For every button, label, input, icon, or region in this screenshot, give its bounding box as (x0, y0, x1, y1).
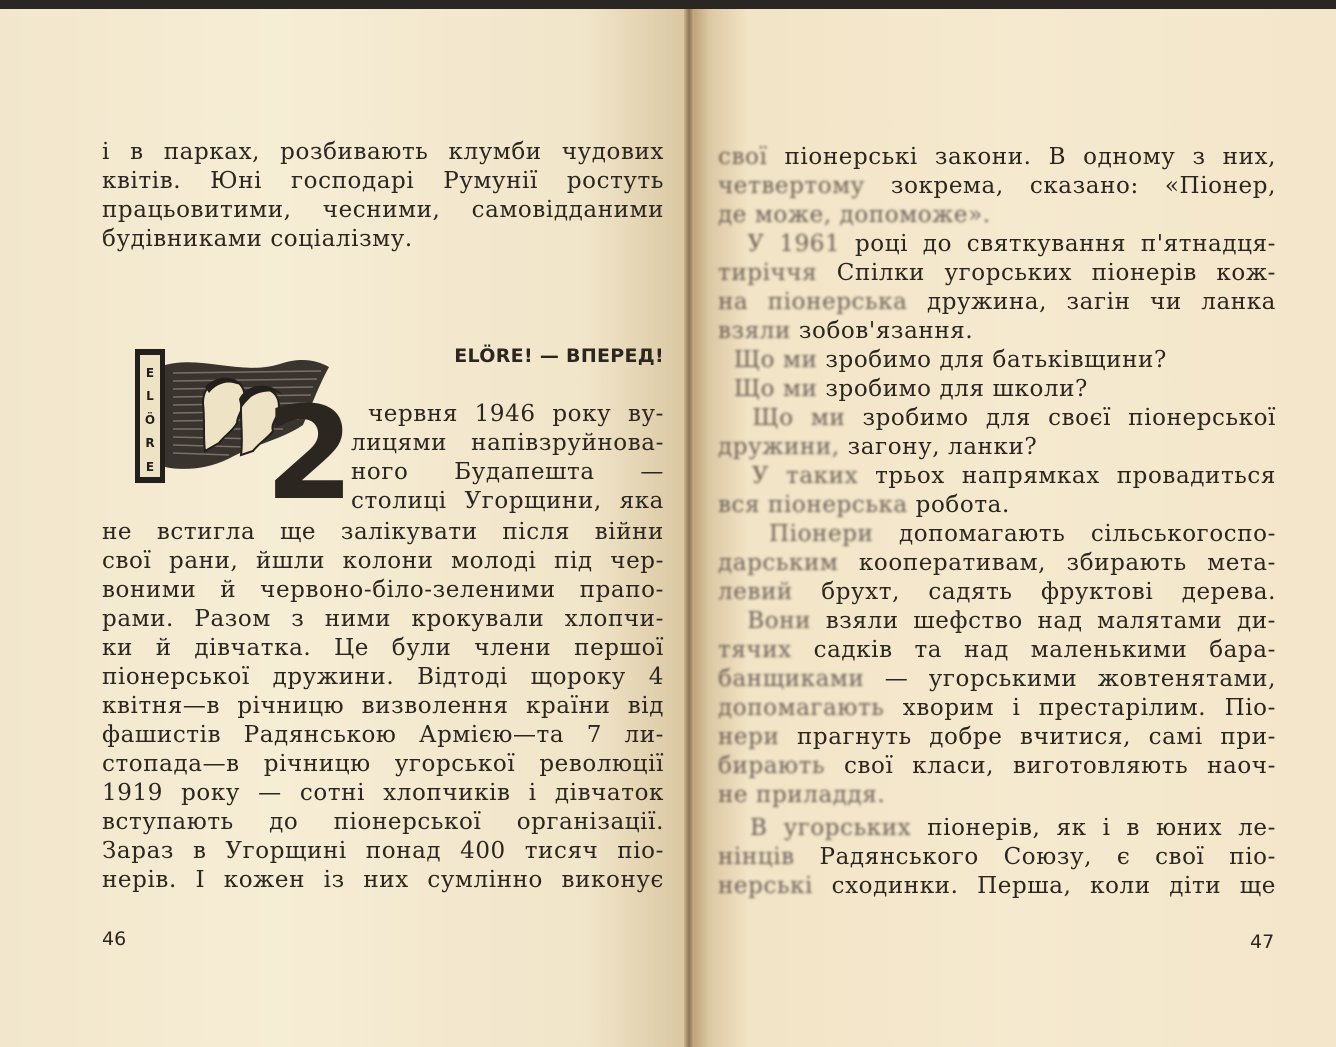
faded-text: нери (718, 724, 780, 750)
text-line (718, 317, 1276, 346)
text-line (718, 843, 1276, 872)
text-line: ки й дівчатка. Це були члени першої (102, 635, 664, 661)
text-line (718, 723, 1276, 752)
clear-text: прагнуть добре вчитися, самі при- (779, 724, 1276, 750)
section-heading: ELÖRE! — ВПЕРЕД! (454, 345, 664, 367)
flag-letter: Ö (144, 413, 156, 427)
faded-text: не приладдя. (718, 782, 886, 808)
text-line: свої рани, йшли колони молоді під чер- (102, 548, 664, 574)
faded-text: четвертому (718, 173, 865, 199)
faded-text: Що ми (718, 376, 818, 402)
clear-text: садків та над маленькими бара- (791, 637, 1276, 663)
clear-text: — угорськими жовтенятами, (864, 666, 1276, 692)
text-line (718, 491, 1276, 520)
clear-text: піонерів, як і в юних ле- (911, 815, 1276, 841)
text-line: ного Будапешта — (351, 459, 664, 485)
clear-text: дружина, загін чи ланка (907, 289, 1276, 315)
book-gutter (684, 9, 694, 1047)
text-line (718, 636, 1276, 665)
clear-text: зробимо для своєї піонерської (845, 405, 1276, 431)
faded-text: В угорських (718, 815, 912, 841)
text-line: стопада—в річницю угорської революції (102, 751, 664, 777)
clear-text: загону, ланки? (839, 434, 1038, 460)
text-line: лицями напівзруйнова- (351, 430, 664, 456)
text-line (718, 404, 1276, 433)
text-line (718, 433, 1276, 462)
faded-text: взяли (718, 318, 791, 344)
faded-text: Вони (718, 608, 812, 634)
faded-text: дарським (718, 550, 839, 576)
clear-text: трьох напрямках провадиться (858, 463, 1276, 489)
clear-text: зокрема, сказано: «Піонер, (864, 173, 1276, 199)
clear-text: робота. (907, 492, 1010, 518)
faded-text: Що ми (718, 347, 818, 373)
text-line: квітів. Юні господарі Румунії ростуть (102, 168, 664, 194)
flag-letter: L (146, 389, 154, 403)
text-line: Зараз в Угорщині понад 400 тисяч піо- (102, 838, 664, 864)
faded-text: бирають (718, 753, 826, 779)
clear-text: взяли шефство над малятами ди- (811, 608, 1277, 634)
clear-text: піонерські закони. В одному з них, (767, 144, 1276, 170)
clear-text: Радянського Союзу, є свої піо- (794, 844, 1276, 870)
faded-text: на піонерська (718, 289, 908, 315)
text-line (718, 578, 1276, 607)
text-line: квітня—в річницю визволення країни від (102, 693, 664, 719)
text-line (718, 346, 1276, 375)
flag-letter: R (145, 436, 155, 450)
text-line: вступають до піонерської організації. (102, 809, 664, 835)
clear-text: Спілки угорських піонерів кож- (817, 260, 1276, 286)
text-line (718, 259, 1276, 288)
faded-text: Піонери (718, 521, 874, 547)
text-line (718, 375, 1276, 404)
text-line (718, 549, 1276, 578)
faded-text: тячих (718, 637, 792, 663)
text-line (718, 143, 1276, 172)
faded-text: У таких (718, 463, 859, 489)
faded-text: свої (718, 144, 768, 170)
scan-top-edge (0, 0, 1336, 9)
text-line (718, 781, 1276, 810)
text-line (718, 462, 1276, 491)
text-line: не встигла ще залікувати після війни (102, 519, 664, 545)
faded-text: нінців (718, 844, 795, 870)
text-line (718, 201, 1276, 230)
clear-text: зробимо для батьківщини? (817, 347, 1167, 373)
text-line: працьовитими, чесними, самовідданими (102, 197, 664, 223)
text-line (718, 288, 1276, 317)
clear-text: допомагають сільськогоспо- (873, 521, 1276, 547)
text-line (718, 872, 1276, 901)
text-line: столиці Угорщини, яка (351, 488, 664, 514)
page-number-left: 46 (102, 928, 127, 950)
clear-text: зобов'язання. (790, 318, 974, 344)
faded-text: де може, допоможе». (718, 202, 991, 228)
text-line: піонерської дружини. Відтоді щороку 4 (102, 664, 664, 690)
faded-text: банщиками (718, 666, 865, 692)
clear-text: зробимо для школи? (817, 376, 1088, 402)
faded-text: допомагають (718, 695, 885, 721)
text-line (718, 752, 1276, 781)
text-line: рами. Разом з ними крокували хлопчи- (102, 606, 664, 632)
clear-text: свої класи, виготовляють наоч- (825, 753, 1276, 779)
page-number-right: 47 (1250, 931, 1275, 953)
faded-text: У 1961 (718, 231, 841, 257)
text-line (718, 607, 1276, 636)
clear-text: брухт, садять фруктові дерева. (792, 579, 1276, 605)
text-line: будівниками соціалізму. (102, 226, 413, 252)
flag-letter: E (145, 366, 155, 380)
text-line (718, 694, 1276, 723)
clear-text: сходинки. Перша, коли діти ще (813, 873, 1276, 899)
clear-text: хворим і престарілим. Піо- (884, 695, 1276, 721)
text-line (718, 172, 1276, 201)
faded-text: левий (718, 579, 793, 605)
text-line: 1919 року — сотні хлопчиків і дівчаток (102, 780, 664, 806)
text-line (718, 814, 1276, 843)
drop-cap: 2 (265, 380, 355, 529)
text-line: воними й червоно-біло-зеленими прапо- (102, 577, 664, 603)
faded-text: дружини, (718, 434, 840, 460)
text-line (718, 665, 1276, 694)
faded-text: Що ми (718, 405, 846, 431)
flag-letter: E (145, 460, 155, 474)
faded-text: нерські (718, 873, 813, 899)
text-line (718, 520, 1276, 549)
text-line: і в парках, розбивають клумби чудових (102, 139, 664, 165)
clear-text: кооперативам, збирають мета- (838, 550, 1276, 576)
text-line (718, 230, 1276, 259)
text-line: червня 1946 року ву- (368, 401, 664, 427)
faded-text: вся піонерська (718, 492, 908, 518)
text-line: фашистів Радянською Армією—та 7 ли- (102, 722, 664, 748)
faded-text: тиріччя (718, 260, 818, 286)
text-line: нерів. І кожен із них сумлінно виконує (102, 867, 664, 893)
clear-text: році до святкування п'ятнадця- (840, 231, 1276, 257)
